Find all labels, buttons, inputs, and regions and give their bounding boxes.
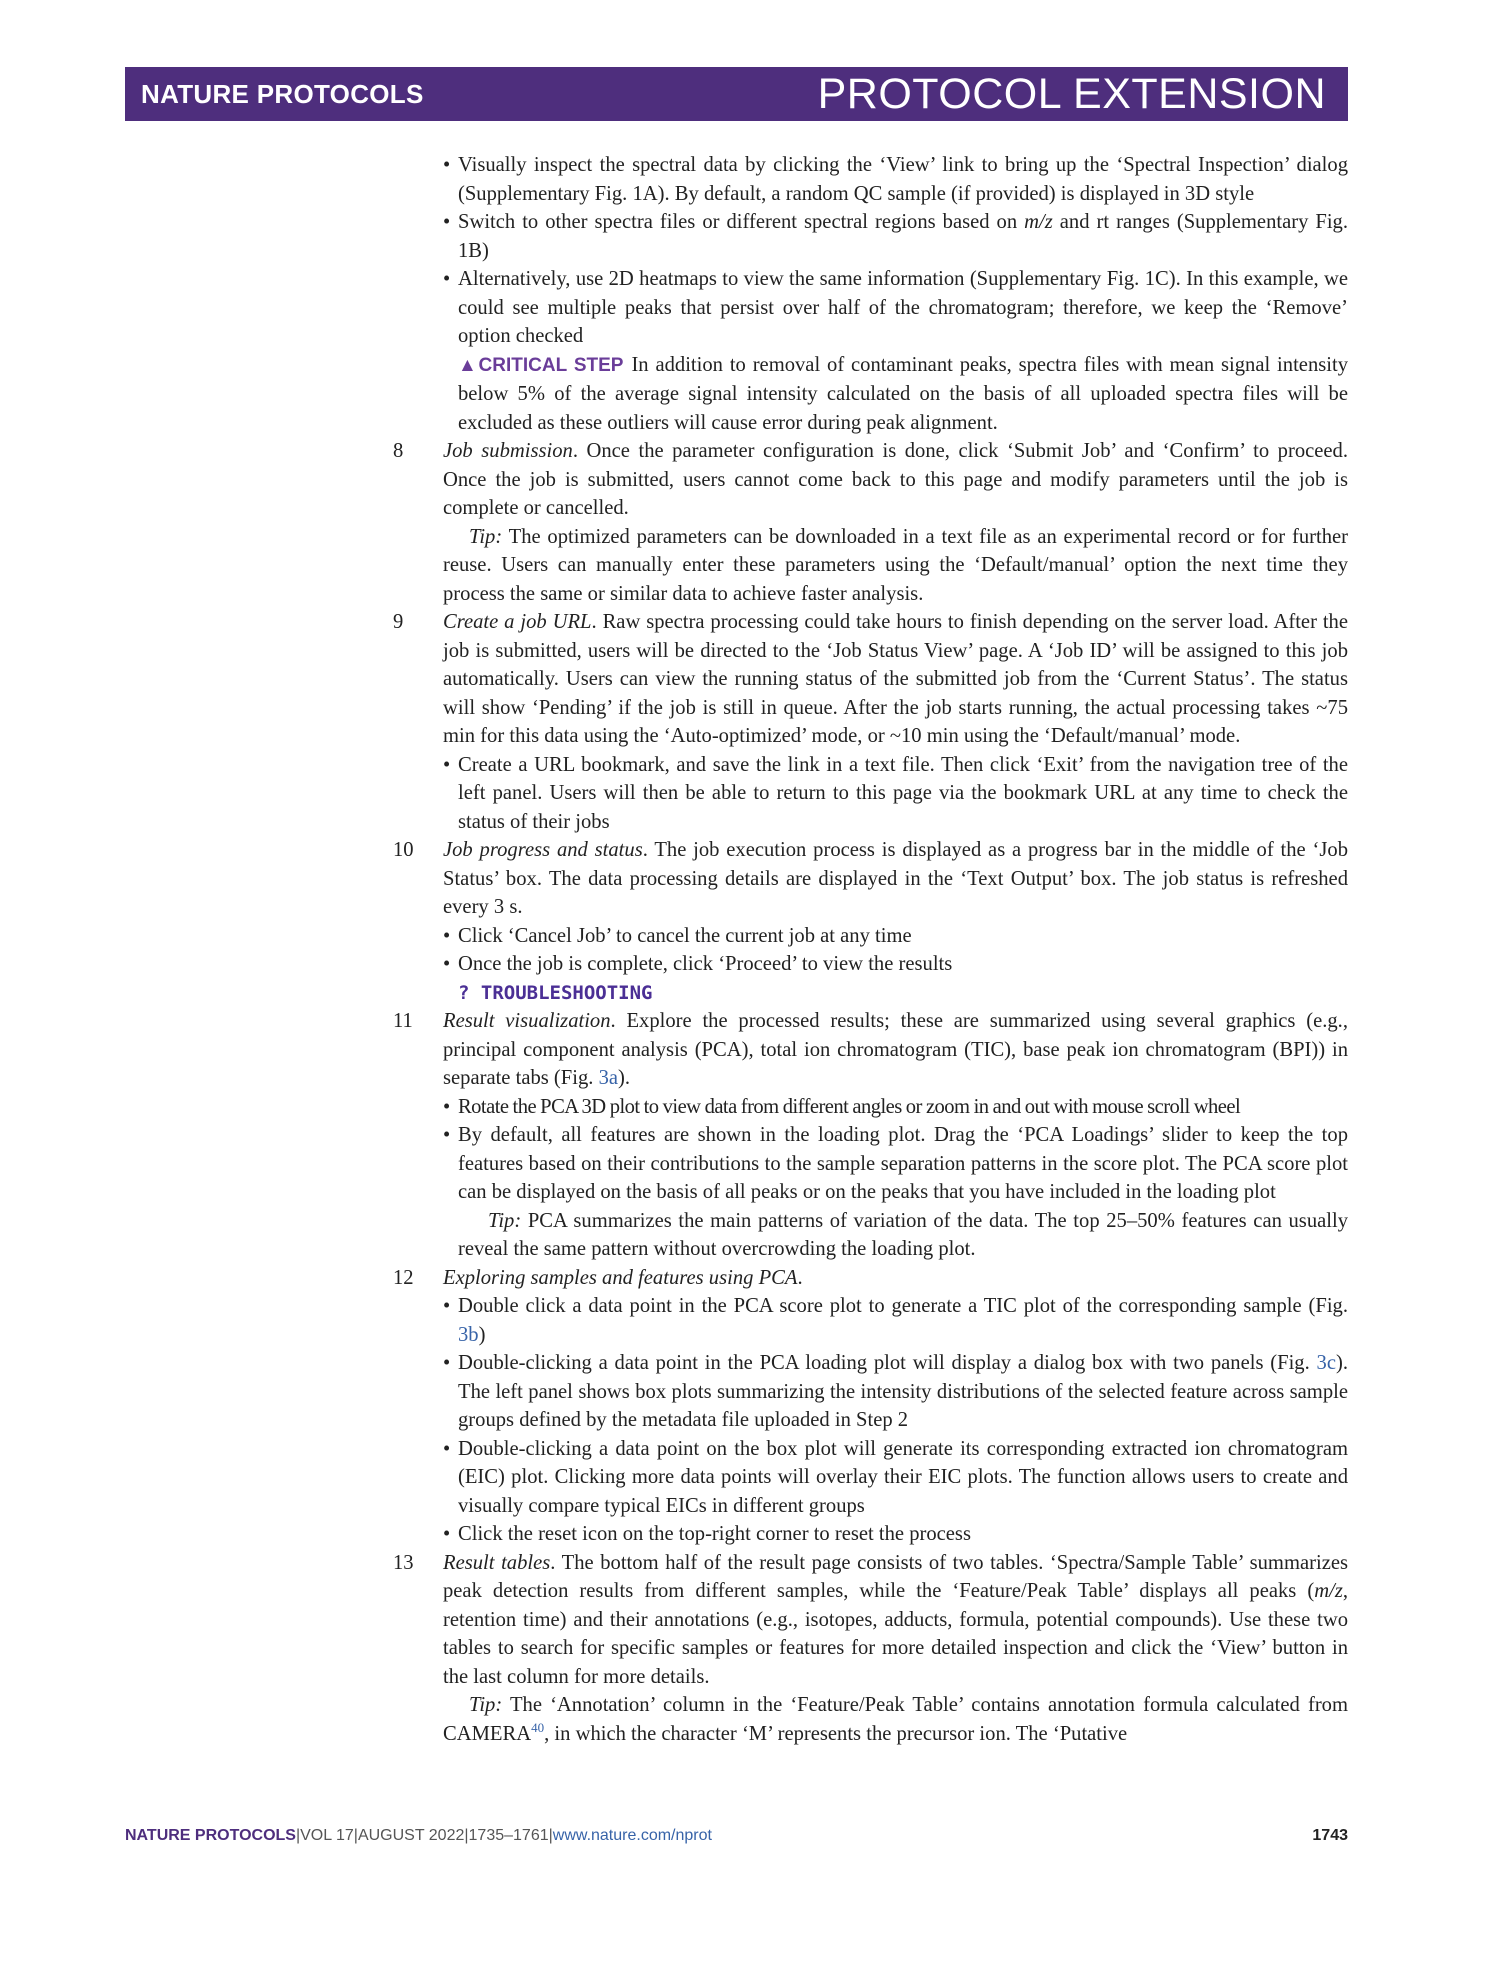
step-number: 9	[393, 611, 404, 633]
list-item: • By default, all features are shown in the loading plot. Drag the ‘PCA Loadings’ slider to keep the top features based on their contributions to the sample separation patterns in the score plot. The PCA score plot can be displayed on the basis of all peaks or on the peaks that you have included in the loading plot	[443, 1121, 1348, 1207]
journal-url-link[interactable]: www.nature.com/nprot	[552, 1827, 712, 1844]
step-12: 12 Exploring samples and features using PCA.	[393, 1264, 1348, 1293]
list-item: • Double-clicking a data point on the box plot will generate its corresponding extracted ion chromatogram (EIC) plot. Clicking more data points will overlay their EIC plots. The function allows users to create and visually compare typical EICs in different groups	[443, 1435, 1348, 1521]
step-number: 8	[393, 440, 404, 462]
footer-citation: NATURE PROTOCOLS|VOL 17|AUGUST 2022|1735–1761|www.nature.com/nprot	[125, 1827, 712, 1844]
list-item: • Rotate the PCA 3D plot to view data from different angles or zoom in and out with mouse scroll wheel	[443, 1093, 1348, 1122]
step-11: 11 Result visualization. Explore the processed results; these are summarized using several graphics (e.g., principal component analysis (PCA), total ion chromatogram (TIC), base peak ion chromatogram (BPI)) in separate tabs (Fig. 3a).	[393, 1007, 1348, 1093]
list-item: • Once the job is complete, click ‘Proceed’ to view the results	[443, 950, 1348, 979]
troubleshooting-link[interactable]: ? TROUBLESHOOTING	[458, 981, 653, 1004]
step-9: 9 Create a job URL. Raw spectra processing could take hours to finish depending on the server load. After the job is submitted, users will be directed to the ‘Job Status View’ page. A ‘Job ID’ will be assigned to this job automatically. Users can view the running status of the submitted job from the ‘Current Status’. The status will show ‘Pending’ if the job is still in queue. After the job starts running, the actual processing takes ~75 min for this data using the ‘Auto-optimized’ mode, or ~10 min using the ‘Default/manual’ mode.	[393, 608, 1348, 751]
page-footer	[125, 1827, 1348, 1845]
list-item: • Double-clicking a data point in the PCA loading plot will display a dialog box with two panels (Fig. 3c). The left panel shows box plots summarizing the intensity distributions of the selected feature across sample groups defined by the metadata file uploaded in Step 2	[443, 1349, 1348, 1435]
tip-note: Tip: The optimized parameters can be downloaded in a text file as an experimental record or for further reuse. Users can manually enter these parameters using the ‘Default/manual’ option the next time they process the same or similar data to achieve faster analysis.	[443, 525, 1348, 605]
list-item: • Click ‘Cancel Job’ to cancel the current job at any time	[443, 922, 1348, 951]
figure-link[interactable]: 3c	[1316, 1352, 1336, 1374]
list-item: • Create a URL bookmark, and save the link in a text file. Then click ‘Exit’ from the navigation tree of the left panel. Users will then be able to return to this page via the bookmark URL at any time to check the status of their jobs	[443, 751, 1348, 837]
step-8: 8 Job submission. Once the parameter configuration is done, click ‘Submit Job’ and ‘Confirm’ to proceed. Once the job is submitted, users cannot come back to this page and modify parameters until the job is complete or cancelled.	[393, 437, 1348, 523]
page-number: 1743	[1312, 1827, 1348, 1844]
step-title: Job submission	[443, 440, 573, 462]
list-item: • Alternatively, use 2D heatmaps to view the same information (Supplementary Fig. 1C). In this example, we could see multiple peaks that persist over half of the chromatogram; therefore, we keep the ‘Remove’ option checked	[443, 265, 1348, 351]
step-10: 10 Job progress and status. The job execution process is displayed as a progress bar in the middle of the ‘Job Status’ box. The data processing details are displayed in the ‘Text Output’ box. The job status is refreshed every 3 s.	[393, 836, 1348, 922]
figure-link[interactable]: 3b	[458, 1323, 479, 1346]
reference-link[interactable]: 40	[531, 1719, 545, 1735]
critical-step-note: ▲CRITICAL STEP In addition to removal of contaminant peaks, spectra files with mean signal intensity below 5% of the average signal intensity calculated on the basis of all uploaded spectra files will be excluded as these outliers will cause error during peak alignment.	[458, 353, 1348, 434]
list-item: • Double click a data point in the PCA score plot to generate a TIC plot of the corresponding sample (Fig. 3b)	[443, 1292, 1348, 1349]
list-item: • Switch to other spectra files or different spectral regions based on m/z and rt ranges (Supplementary Fig. 1B)	[443, 208, 1348, 265]
step-title: Result visualization	[443, 1010, 611, 1032]
step-number: 11	[393, 1010, 413, 1032]
step-title: Create a job URL	[443, 611, 592, 633]
header-banner	[125, 67, 1348, 121]
step-number: 12	[393, 1266, 414, 1289]
step-number: 13	[393, 1551, 414, 1574]
step-title: Result tables	[443, 1551, 551, 1574]
step-title: Exploring samples and features using PCA	[443, 1266, 798, 1289]
step-13: 13 Result tables. The bottom half of the result page consists of two tables. ‘Spectra/Sample Table’ summarizes peak detection results from different samples, while the ‘Feature/Peak Table’ displays all peaks (m/z, retention time) and their annotations (e.g., isotopes, adducts, formula, potential compounds). Use these two tables to search for specific samples or features for more detailed inspection and click the ‘View’ button in the last column for more details.	[393, 1549, 1348, 1692]
tip-note: Tip: The ‘Annotation’ column in the ‘Feature/Peak Table’ contains annotation formula calculated from CAMERA$^{40}$, in which the character ‘M’ represents the precursor ion. The ‘Putative	[443, 1694, 1348, 1745]
list-item: • Visually inspect the spectral data by clicking the ‘View’ link to bring up the ‘Spectral Inspection’ dialog (Supplementary Fig. 1A). By default, a random QC sample (if provided) is displayed in 3D style	[443, 151, 1348, 208]
list-item: • Click the reset icon on the top-right corner to reset the process	[443, 1520, 1348, 1549]
journal-name: NATURE PROTOCOLS	[141, 78, 424, 109]
section-title: PROTOCOL EXTENSION	[817, 69, 1326, 118]
step-number: 10	[393, 839, 414, 861]
critical-step-label: ▲CRITICAL STEP	[458, 354, 624, 376]
figure-link[interactable]: 3a	[598, 1067, 618, 1089]
tip-note: Tip: PCA summarizes the main patterns of variation of the data. The top 25–50% features can usually reveal the same pattern without overcrowding the loading plot.	[458, 1209, 1348, 1260]
main-text	[393, 151, 1348, 1748]
step-title: Job progress and status	[443, 839, 643, 861]
